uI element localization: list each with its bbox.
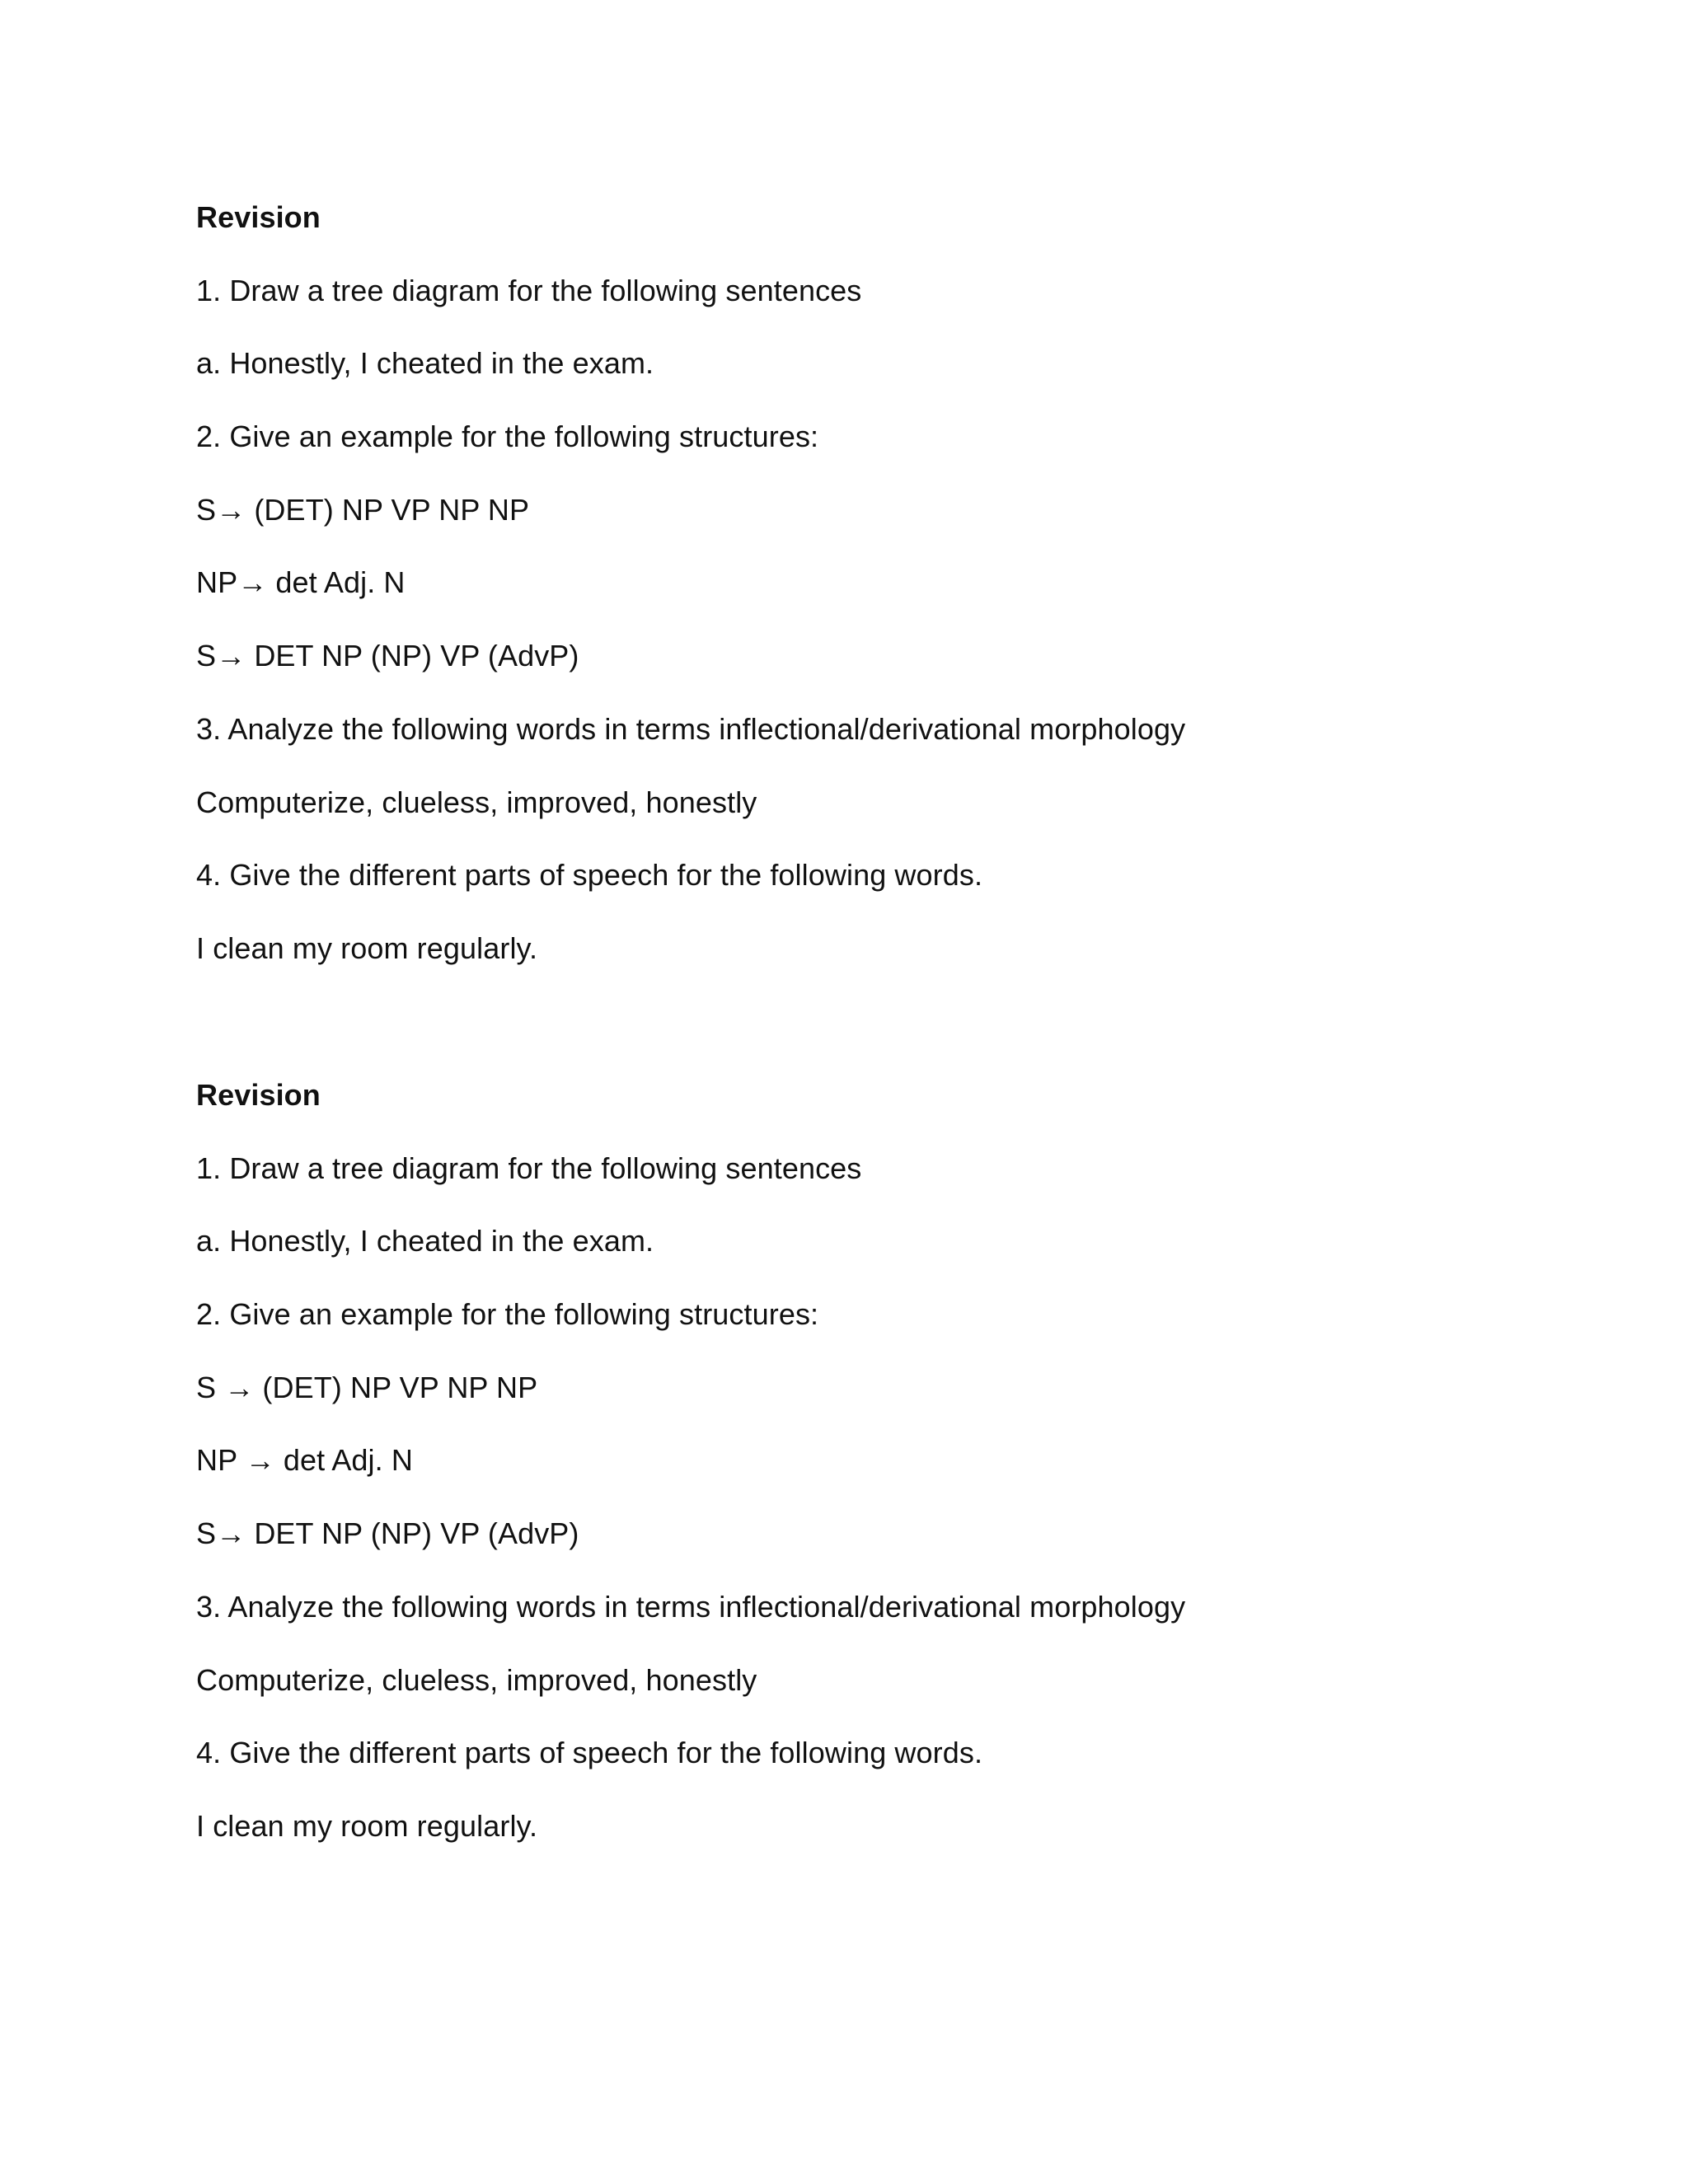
question-3-prompt: 3. Analyze the following words in terms inflectional/derivational morphology (196, 1589, 1186, 1624)
structure-rule-1: S → (DET) NP VP NP NP (196, 1370, 538, 1404)
question-2-prompt: 2. Give an example for the following structures: (196, 419, 819, 454)
section-heading: Revision (196, 1078, 321, 1112)
question-4-prompt: 4. Give the different parts of speech for the following words. (196, 1736, 983, 1770)
question-4-sentence: I clean my room regularly. (196, 930, 538, 965)
question-1-sentence-a: a. Honestly, I cheated in the exam. (196, 346, 654, 381)
question-4-sentence: I clean my room regularly. (196, 1808, 538, 1843)
question-3-words: Computerize, clueless, improved, honestly (196, 785, 757, 819)
revision-section-2 (196, 1077, 1597, 1882)
question-1-sentence-a: a. Honestly, I cheated in the exam. (196, 1224, 654, 1258)
question-3-words: Computerize, clueless, improved, honestly (196, 1662, 757, 1697)
revision-section-1 (196, 199, 1597, 1004)
question-4-prompt: 4. Give the different parts of speech for the following words. (196, 858, 983, 893)
structure-rule-3: S→ DET NP (NP) VP (AdvP) (196, 1516, 579, 1551)
question-1-prompt: 1. Draw a tree diagram for the following sentences (196, 1151, 862, 1185)
structure-rule-2: NP→ det Adj. N (196, 565, 406, 600)
question-1-prompt: 1. Draw a tree diagram for the following sentences (196, 273, 862, 307)
structure-rule-3: S→ DET NP (NP) VP (AdvP) (196, 639, 579, 673)
question-2-prompt: 2. Give an example for the following structures: (196, 1297, 819, 1332)
section-heading: Revision (196, 200, 321, 234)
structure-rule-2: NP → det Adj. N (196, 1443, 413, 1478)
structure-rule-1: S→ (DET) NP VP NP NP (196, 492, 530, 527)
question-3-prompt: 3. Analyze the following words in terms inflectional/derivational morphology (196, 711, 1186, 746)
